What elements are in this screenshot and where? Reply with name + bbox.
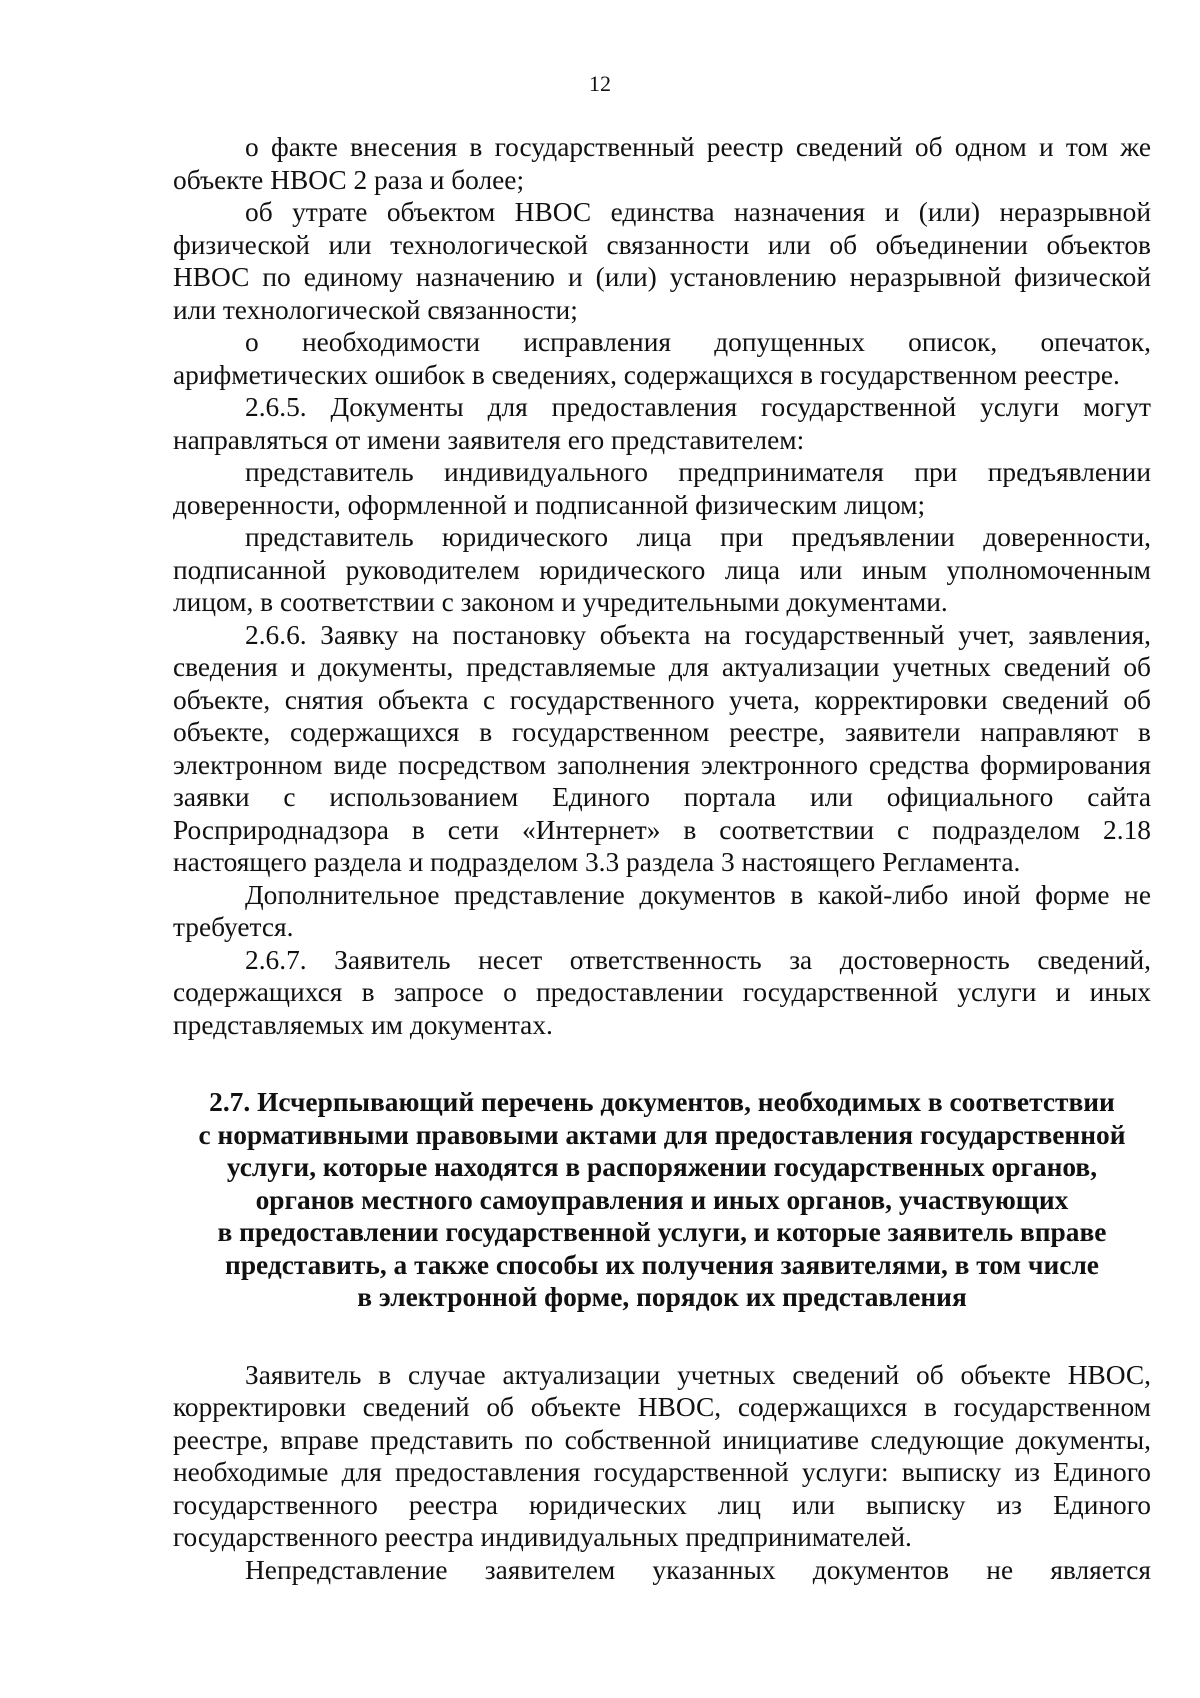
section-heading-line: с нормативными правовыми актами для предоставления государственной xyxy=(198,1119,1126,1150)
paragraph: о факте внесения в государственный реестр сведений об одном и том же объекте НВОС 2 раза и более; xyxy=(173,132,1151,195)
page-number: 12 xyxy=(589,71,611,96)
paragraph: 2.6.7. Заявитель несет ответственность за достоверность сведений, содержащихся в запросе о предоставлении государственной услуги и иных представляемых им документах. xyxy=(173,944,1151,1040)
section-heading-line: представить, а также способы их получения заявителями, в том числе xyxy=(225,1249,1099,1280)
document-body xyxy=(173,131,1151,1586)
paragraph: об утрате объектом НВОС единства назначения и (или) неразрывной физической или технологической связанности или об объединении объектов НВОС по единому назначению и (или) установлению неразрывной физической или технологической связанности; xyxy=(173,197,1151,325)
section-heading-line: 2.7. Исчерпывающий перечень документов, необходимых в соответствии xyxy=(209,1087,1115,1117)
paragraph: 2.6.5. Документы для предоставления государственной услуги могут направляться от имени заявителя его представителем: xyxy=(173,392,1151,455)
section-heading-line: органов местного самоуправления и иных органов, участвующих xyxy=(255,1184,1069,1215)
paragraph: Заявитель в случае актуализации учетных сведений об объекте НВОС, корректировки сведений об объекте НВОС, содержащихся в государственном реестре, вправе представить по собственной инициативе следующие документы, необходимые для предоставления государственной услуги: выписку из Единого государственного реестра юридических лиц или выписку из Единого государственного реестра индивидуальных предпринимателей. xyxy=(173,1359,1151,1552)
paragraph: 2.6.6. Заявку на постановку объекта на государственный учет, заявления, сведения и документы, представляемые для актуализации учетных сведений об объекте, снятия объекта с государственного учета, корректировки сведений об объекте, содержащихся в государственном реестре, заявители направляют в электронном виде посредством заполнения электронного средства формирования заявки с использованием Единого портала или официального сайта Росприроднадзора в сети «Интернет» в соответствии с подразделом 2.18 настоящего раздела и подразделом 3.3 раздела 3 настоящего Регламента. xyxy=(173,619,1151,877)
section-heading-line: в электронной форме, порядок их представления xyxy=(357,1282,967,1312)
paragraph: представитель юридического лица при предъявлении доверенности, подписанной руководителем юридического лица или иным уполномоченным лицом, в соответствии с законом и учредительными документами. xyxy=(173,522,1151,617)
paragraph: о необходимости исправления допущенных описок, опечаток, арифметических ошибок в сведениях, содержащихся в государственном реестре. xyxy=(173,327,1151,390)
section-heading-line: услуги, которые находятся в распоряжении государственных органов, xyxy=(226,1152,1098,1182)
section-heading xyxy=(173,1086,1151,1314)
paragraph: Непредставление заявителем указанных документов не является xyxy=(245,1554,1151,1585)
paragraph: Дополнительное представление документов в какой-либо иной форме не требуется. xyxy=(173,879,1151,942)
section-heading-line: в предоставлении государственной услуги, и которые заявитель вправе xyxy=(217,1217,1107,1247)
paragraph: представитель индивидуального предпринимателя при предъявлении доверенности, оформленной и подписанной физическим лицом; xyxy=(173,457,1151,520)
